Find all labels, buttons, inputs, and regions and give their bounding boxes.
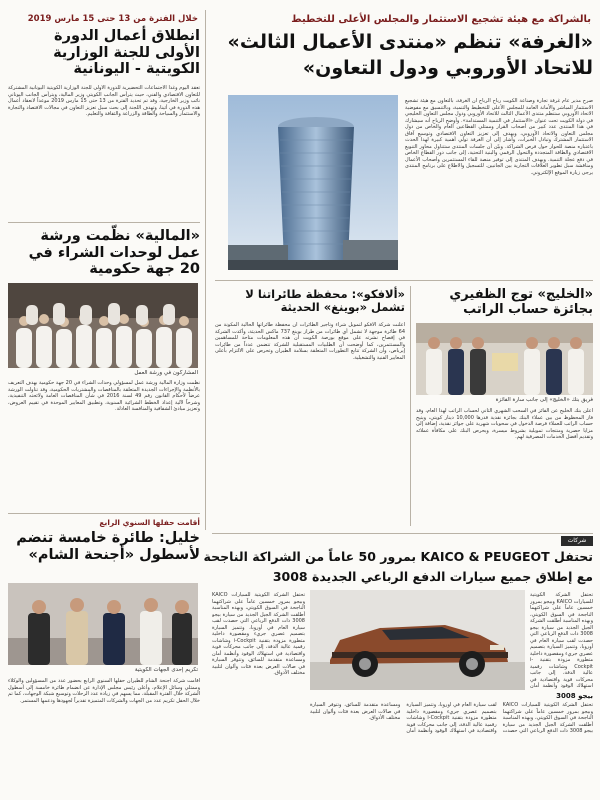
gulf-bank-headline: «الخليج» توج الظفيري بجائزة حساب الراتب [449,287,593,317]
finance-headline: «المالية» نظّمت ورشة عمل لوحدات الشراء في 20 جهة حكومية [28,228,200,278]
alafco-headline: «ألافكو»: محفظة طائراتنا لا تشمل «بوينغ» الحديثة [245,287,405,315]
awards-body: أقامت شركة أجنحة الشام للطيران حفلها السنوي الرابع بحضور عدد من المسؤولين والوكلاء وممثلي وسائل الإعلام، وأعلن رئيس مجلس الإدارة عن انضمام طائرة خامسة إلى أسطول الشركة خلال الفترة المقبلة، مما يسهم في زيادة عدد الرحلات وتوسيع شبكة الوجهات، كما تم خلال الحفل تكريم عدد من الجهات والشركات المتميزة تقديراً لجهودها ودعمها المستمر. [8,678,200,704]
top-left-body: تعقد اليوم وغداً الاجتماعات التحضيرية للدورة الأولى للجنة الوزارية الكويتية اليونانية المشتركة للتعاون الاقتصادي والفني، حيث يترأس الجانب الكويتي وزير المالية، ويترأس الجانب اليوناني نائب وزير الخارجية، وقد تم تحديد الفترة من 13 حتى 15 مارس 2019 موعداً لانعقاد أعمال هذه الدورة في أثينا، وتهدف اللجنة إلى بحث سبل تعزيز التعاون في مجالات الاقتصاد والتجارة والاستثمار والسياحة والطاقة والزراعة والثقافة والتعليم. [8,85,200,117]
awards-headline: خليل: طائرة خامسة تنضم لأسطول «أجنحة الشام» [16,530,200,563]
gulf-bank-photo [416,323,593,395]
alafco-body: أعلنت شركة ألافكو لتمويل شراء وتأجير الطائرات أن محفظة طائراتها الحالية المكونة من 64 طائرة موجهة لا تشمل أي طائرات من طراز بوينغ 737 ماكس الحديثة، وأكدت الشركة في إفصاح نشرته على موقع بورصة الكويت أن هذه المعلومات متاحة للمساهمين والمستثمرين، كما أوضحت أن الطلبيات المستقبلية للشركة تتضمن عدداً من طائرات إيرباص، وأن الشركة تتابع التطورات المتعلقة بسلامة الطيران وتحرص على الالتزام بأعلى المعايير الفنية والتشغيلية. [215,322,405,361]
peugeot-body-left: تحتفل الشركة الكويتية للسيارات KAICO وبيجو بمرور خمسين عاماً على شراكتهما الناجحة في السوق الكويتي، وبهذه المناسبة أطلقت الشركة الجيل الجديد من سيارة بيجو 3008 ذات الدفع الرباعي التي حصدت لقب سيارة العام في أوروبا، وتتميز السيارة بتصميم عصري جريء ومقصورة داخلية متطورة مزودة بتقنية i-Cockpit وشاشات رقمية عالية الدقة، إلى جانب محركات قوية واقتصادية في استهلاك الوقود وأنظمة أمان ومساعدة متقدمة للسائق، وتتوفر السيارة في صالات العرض بعدة فئات وألوان لتلبية مختلف الأذواق. [212,592,305,676]
lead-building-photo [228,95,398,270]
divider [8,222,200,223]
top-left-headline: انطلاق أعمال الدورة الأولى للجنة الوزارية الكويتية - اليونانية [53,28,200,78]
column-divider [205,10,206,530]
peugeot-headline-line1: تحتفل KAICO & PEUGEOT بمرور 50 عاماً من الشراكة الناجحة [203,549,593,564]
section-tag: شركات [561,536,593,546]
peugeot-headline-line2: مع إطلاق جميع سيارات الدفع الرباعي الجديدة 3008 [272,569,593,584]
finance-caption: المشاركون في ورشة العمل [134,370,198,376]
lead-headline-line1: «الغرفة» تنظم «منتدى الأعمال الثالث» [227,31,593,53]
column-divider [410,286,411,526]
finance-photo [8,283,198,368]
gulf-bank-caption: فريق بنك «الخليج» إلى جانب سارة الفائزة [495,397,593,403]
top-left-kicker: خلال الفترة من 13 حتى 15 مارس 2019 [27,14,198,24]
peugeot-subhead: بيجو 3008 [556,692,593,700]
peugeot-body-right: تحتفل الشركة الكويتية للسيارات KAICO وبيجو بمرور خمسين عاماً على شراكتهما الناجحة في السوق الكويتي، وبهذه المناسبة أطلقت الشركة الجيل الجديد من سيارة بيجو 3008 ذات الدفع الرباعي التي حصدت لقب سيارة العام في أوروبا، وتتميز السيارة بتصميم عصري جريء ومقصورة داخلية متطورة مزودة بتقنية i-Cockpit وشاشات رقمية عالية الدقة، إلى جانب محركات قوية واقتصادية في استهلاك الوقود وأنظمة أمان [530,592,593,689]
awards-kicker: أقامت حفلها السنوي الرابع [99,518,200,527]
finance-body: نظمت وزارة المالية ورشة عمل لمسؤولي وحدات الشراء في 20 جهة حكومية بهدف التعريف بالأنظمة والإجراءات الجديدة المتعلقة بالمناقصات والمشتريات الحكومية، وقد تناولت الورشة عرضاً لأحكام القانون رقم 49 لسنة 2016 في شأن المناقصات العامة ولائحته التنفيذية، وشرحاً لآلية إعداد الخطط الشرائية السنوية، وتطبيق المعايير الموحدة في تقييم العروض، وتعزيز مبادئ الشفافية والمنافسة العادلة. [8,380,200,412]
divider [212,533,593,534]
divider [215,280,593,281]
lead-kicker: بالشراكة مع هيئة تشجيع الاستثمار والمجلس الأعلى للتخطيط [291,14,591,25]
awards-photo [8,583,198,665]
lead-body: صرح مدير عام غرفة تجارة وصناعة الكويت رباح الرباح أن الغرفة، بالتعاون مع هيئة تشجيع الاستثمار المباشر والأمانة العامة للمجلس الأعلى للتخطيط والتنمية، وبالتنسيق مع مفوضية الاتحاد الأوروبي ستنظم منتدى الأعمال الثالث للاتحاد الأوروبي ودول مجلس التعاون الخليجي في دولة الكويت تحت عنوان «الاستثمار في التنمية المستدامة». وأوضح الرباح أنه سيشارك في هذا المنتدى عدد كبير من أصحاب القرار وممثلي القطاعين العام والخاص من دول مجلس التعاون والاتحاد الأوروبي، ويهدف إلى تعزيز التعاون الاقتصادي وتوسيع آفاق الاستثمار المشترك وتبادل الخبرات، وأشار إلى أن الغرفة تولي أهمية كبيرة لهذا الحدث باعتباره منصة للحوار حول فرص الشراكة. وبيّن أن جلسات المنتدى ستتناول محاور التنويع الاقتصادي والطاقة المتجددة والتحول الرقمي والبنية التحتية، إلى جانب دور القطاع الخاص في دفع عجلة التنمية. ويهدف المنتدى إلى توفير منصة للقاء المستثمرين وأصحاب الأعمال ومناقشة سبل تطوير العلاقات التجارية بين الجانبين. للتسجيل والاطلاع على برنامج المنتدى يرجى زيارة الموقع الإلكتروني. [405,98,593,176]
lead-headline-line2: للاتحاد الأوروبي ودول التعاون» [302,57,593,79]
divider [8,513,200,514]
awards-caption: تكريم إحدى الجهات الكويتية [134,667,198,673]
peugeot-body-bottom: تحتفل الشركة الكويتية للسيارات KAICO وبيجو بمرور خمسين عاماً على شراكتهما الناجحة في السوق الكويتي، وبهذه المناسبة أطلقت الشركة الجيل الجديد من سيارة بيجو 3008 ذات الدفع الرباعي التي حصدت لقب سيارة العام في أوروبا، وتتميز السيارة بتصميم عصري جريء ومقصورة داخلية متطورة مزودة بتقنية i-Cockpit وشاشات رقمية عالية الدقة، إلى جانب محركات قوية واقتصادية في استهلاك الوقود وأنظمة أمان ومساعدة متقدمة للسائق، وتتوفر السيارة في صالات العرض بعدة فئات وألوان لتلبية مختلف الأذواق. [310,702,593,734]
gulf-bank-body: أعلن بنك الخليج عن الفائز في السحب الشهري الثاني لحساب الراتب لهذا العام، وقد فاز المحظوظ من بين عملاء البنك بجائزة نقدية قدرها 10,000 دينار كويتي، ويتيح حساب الراتب للعملاء فرصة الدخول في سحوبات شهرية على جوائز نقدية، إضافة إلى مزايا حصرية ومنتجات تمويلية بشروط ميسرة، ويحرص البنك على مكافأة عملائه وتقديم أفضل الخدمات المصرفية لهم. [416,408,593,440]
peugeot-car-photo [310,590,525,690]
